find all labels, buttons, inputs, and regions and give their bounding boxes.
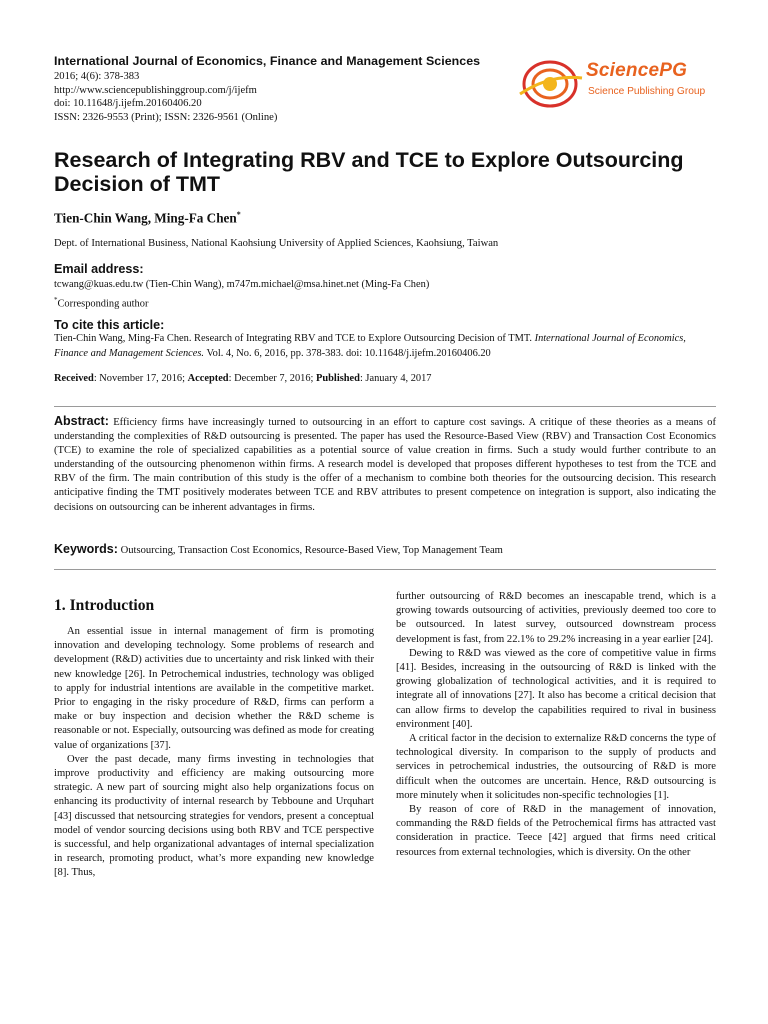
abstract — [54, 414, 716, 515]
accepted-label: Accepted — [187, 373, 229, 384]
cite-text — [54, 332, 718, 362]
journal-header — [54, 54, 524, 124]
accepted-date: : December 7, 2016; — [228, 373, 317, 384]
received-date: : November 17, 2016; — [93, 373, 188, 384]
published-label: Published — [316, 373, 360, 384]
authors — [54, 210, 241, 226]
keywords-text: Outsourcing, Transaction Cost Economics, Resource-Based View, Top Management Team — [120, 545, 503, 556]
received-label: Received — [54, 373, 94, 384]
body-paragraph: A critical factor in the decision to externalize R&D concerns the type of technological diversity. In comparison to the supply of products and services in petrochemical industries, the outsourcing of R&D is more difficult when the outcomes are uncertain. Hence, R&D outsourcing is more minutely when it solicitudes non-specific technologies [1]. — [396, 733, 716, 801]
corresponding-mark: * — [236, 210, 241, 219]
sciencepg-logo — [516, 54, 716, 112]
section-heading-introduction: 1. Introduction — [54, 597, 155, 614]
issn-line: ISSN: 2326-9553 (Print); ISSN: 2326-9561 (Online) — [54, 111, 278, 123]
corresponding-label: Corresponding author — [57, 298, 149, 310]
sciencepg-globe-icon — [516, 54, 586, 112]
email-heading: Email address: — [54, 262, 144, 276]
body-paragraph: An essential issue in internal management of firm is promoting innovation and developing technology. Some problems of research and development (R&D) activities due to uncertainty and risk linked with their new knowledge [26]. In Petrochemical industries, technology was obliged to apply for industrial intentions are available in the competitive market. Prior to engaging in the risky procedure of R&D, firms can perform a make or buy inspection and decision whether the R&D scheme is reasonable or not. Especially, outsourcing was defined as mode for creating value of organizations [37]. — [54, 626, 374, 751]
article-doi: doi: 10.11648/j.ijefm.20160406.20 — [54, 98, 202, 109]
keywords-label: Keywords: — [54, 542, 118, 556]
volume-pages: 2016; 4(6): 378-383 — [54, 71, 140, 82]
author-names: Tien-Chin Wang, Ming-Fa Chen — [54, 210, 237, 226]
journal-name: International Journal of Economics, Finance and Management Sciences — [54, 54, 481, 68]
abstract-text: Efficiency firms have increasingly turned to outsourcing in an effort to capture cost savings. A critique of these theories as a means of understanding the complexities of R&D outsourcing is presented. The paper has used the Resource-Based View (RBV) and Transaction Cost Economics (TCE) to examine the role of specialized capabilities as a potential source of value creation in firms. Such a study would further contribute to an understanding of the outsourcing phenomenon within firms. A research model is developed that proposes different hypotheses to test from the TCE and RBV of the firm. The main contribution of this study is the offer of a mechanism to combine both theories for the outsourcing decision. This research anticipative finding the TMT positively moderates between TCE and RBV attributes to present competence on integration is support, also indicating the decisions on outsourcing can be inherent advantages in firms. — [54, 417, 716, 513]
left-column — [54, 625, 374, 881]
affiliation: Dept. of International Business, National Kaohsiung University of Applied Sciences, Kaohsiung, Taiwan — [54, 238, 499, 249]
body-paragraph-continued: further outsourcing of R&D becomes an inescapable trend, which is a growing towards outsourcing of activities, previously deemed too core to be outsourced. In latest survey, outsourced downstream process development is fast, from 22.1% to 29.2% increasing in a year earlier [24]. — [396, 591, 716, 645]
corresponding-note — [54, 293, 718, 311]
abstract-label: Abstract: — [54, 414, 109, 428]
cite-authors-title: Tien-Chin Wang, Ming-Fa Chen. Research of Integrating RBV and TCE to Explore Outsourcing Decision of TMT. — [54, 333, 535, 344]
sciencepg-wordmark: SciencePG — [586, 60, 688, 81]
body-paragraph: Over the past decade, many firms investing in technologies that improve productivity and efficiency are making outsourcing more strategic. A new part of sourcing might also help organizations focus on enhancing its productivity of internal research by Tebboune and Urquhart [43] discussed that netsourcing strategies for vendors, present a conceptual model of vendor sourcing decisions using both RBV and TCE perspective is successful, and help organizational advantages of internal specialization in research, promoting product, what’s more expanding new knowledge [8]. Thus, — [54, 753, 374, 879]
article-title: Research of Integrating RBV and TCE to Explore Outsourcing Decision of TMT — [54, 148, 684, 196]
keywords — [54, 542, 716, 556]
cite-heading: To cite this article: — [54, 318, 165, 332]
published-date: : January 4, 2017 — [359, 373, 432, 384]
right-column — [396, 590, 716, 860]
journal-url[interactable]: http://www.sciencepublishinggroup.com/j/ijefm — [54, 84, 257, 96]
corresponding-note-mark: * — [54, 296, 58, 304]
email-addresses[interactable]: tcwang@kuas.edu.tw (Tien-Chin Wang), m747m.michael@msa.hinet.net (Ming-Fa Chen) — [54, 279, 430, 290]
sciencepg-subtitle: Science Publishing Group — [588, 86, 706, 97]
article-dates — [54, 373, 432, 384]
cite-volume-doi: Vol. 4, No. 6, 2016, pp. 378-383. doi: 10.11648/j.ijefm.20160406.20 — [204, 347, 491, 359]
body-paragraph: By reason of core of R&D in the management of innovation, commanding the R&D fields of the Petrochemical firms has attracted vast consideration in practice. Teece [42] argued that firms need critical resources from external technologies, which is diversity. On the other — [396, 804, 716, 858]
cite-journal: International Journal of Economics, Finance and Management Sciences. — [54, 333, 686, 359]
body-paragraph: Dewing to R&D was viewed as the core of competitive value in firms [41]. Besides, increasing in the outsourcing of R&D is linked with the growing globalization of technological activities, and it is required to integrate all of innovations [27]. It also has become a critical decision that can allow firms to develop the capabilities required to rival in business environment [40]. — [396, 647, 716, 730]
